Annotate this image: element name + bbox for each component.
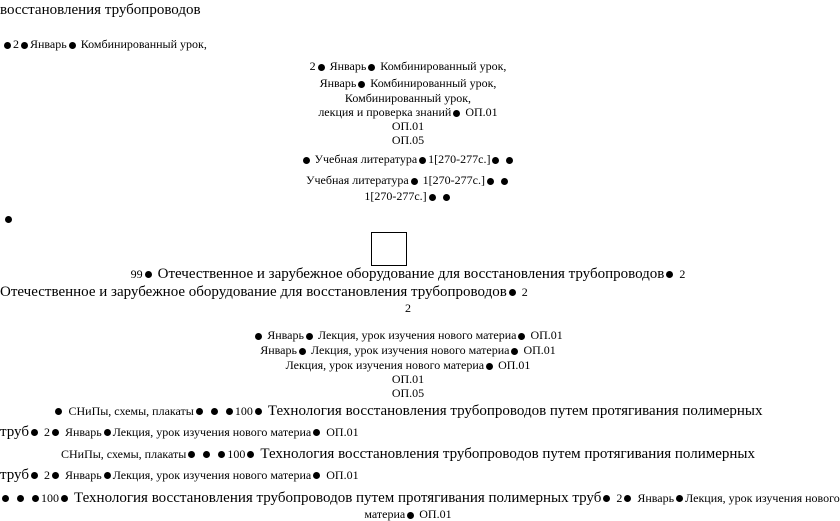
row-number: 100: [227, 447, 246, 461]
course-code: ОП.01: [326, 468, 359, 482]
bullet-icon: [624, 495, 631, 502]
bullet-icon: [55, 408, 62, 415]
lesson-type: Лекция, урок изучения нового материа: [317, 328, 517, 342]
bullet-icon: [31, 429, 38, 436]
row-99-c: 2: [405, 301, 411, 315]
bullet-icon: [104, 429, 111, 436]
hours: 2: [43, 468, 50, 482]
course-code: ОП.01: [530, 328, 563, 342]
bullet-icon: [411, 178, 418, 185]
center-line-4: [0, 106, 816, 118]
row-number: 100: [41, 491, 59, 505]
bullet-icon: [429, 194, 436, 201]
bullet-icon: [299, 348, 306, 355]
bullet-icon: [509, 289, 516, 296]
bullet-icon: [4, 42, 11, 49]
center-line-7: [0, 153, 816, 165]
lesson-type: Лекция, урок изучения нового материа: [112, 468, 312, 482]
materials: СНиПы, схемы, плакаты: [60, 447, 187, 461]
bullet-icon: [358, 81, 365, 88]
bullet-icon: [313, 429, 320, 436]
bullet-icon: [511, 348, 518, 355]
row-100-b-cont: [0, 467, 359, 483]
row-100-c: [0, 490, 840, 506]
center-line-2: [0, 77, 816, 89]
course-code: ОП.01: [498, 358, 531, 372]
lone-bullet: [3, 211, 14, 227]
bullet-icon: [313, 472, 320, 479]
course-code: ОП.01: [465, 105, 498, 119]
hours: 2: [679, 267, 686, 281]
hours: 2: [13, 37, 19, 51]
month: Январь: [64, 468, 102, 482]
bullet-icon: [104, 472, 111, 479]
lesson-type: лекция и проверка знаний: [318, 105, 452, 119]
bullet-icon: [486, 363, 493, 370]
hours: 2: [521, 285, 528, 299]
center-line-8: [0, 174, 816, 186]
month: Январь: [64, 425, 102, 439]
lesson-type: Лекция, урок изучения нового материа: [285, 358, 485, 372]
topic-title: Отечественное и зарубежное оборудование для восстановления трубопроводов: [0, 284, 507, 300]
row-99-b: [0, 284, 528, 300]
bullet-icon: [31, 472, 38, 479]
row-99: [0, 266, 816, 282]
bullet-icon: [21, 42, 28, 49]
row-number: 100: [234, 404, 253, 418]
bullet-icon: [5, 216, 12, 223]
bullet-icon: [211, 408, 218, 415]
month: Январь: [260, 343, 297, 357]
bullet-icon: [196, 408, 203, 415]
bullet-icon: [188, 451, 195, 458]
bullet-icon: [61, 495, 68, 502]
center-line-d2: [0, 344, 816, 356]
month: Январь: [637, 491, 675, 505]
bullet-icon: [203, 451, 210, 458]
bullet-icon: [145, 271, 152, 278]
topic-title: Отечественное и зарубежное оборудование для восстановления трубопроводов: [157, 266, 665, 282]
header-line: восстановления трубопроводов: [0, 2, 201, 18]
materials: СНиПы, схемы, плакаты: [68, 404, 194, 418]
reference: 1[270-277с.]: [428, 152, 491, 166]
bullet-icon: [368, 64, 375, 71]
lesson-type: Лекция, урок изучения нового материа: [112, 425, 312, 439]
bullet-icon: [52, 472, 59, 479]
literature: Учебная литература: [314, 152, 418, 166]
bullet-icon: [318, 64, 325, 71]
row-100-b: [0, 446, 816, 462]
bullet-icon: [506, 157, 513, 164]
hours: 2: [616, 491, 623, 505]
center-line-5: ОП.01: [391, 119, 425, 133]
bullet-icon: [2, 495, 9, 502]
lesson-type: Лекция, урок изучения нового материа: [310, 343, 510, 357]
bullet-icon: [52, 429, 59, 436]
course-code: ОП.01: [419, 507, 452, 521]
row-100-cont: [0, 424, 359, 440]
bullet-icon: [303, 157, 310, 164]
center-line-d1: [0, 329, 816, 341]
bullet-icon: [419, 157, 426, 164]
bullet-icon: [443, 194, 450, 201]
center-line-6: ОП.05: [391, 133, 425, 147]
empty-box: [371, 232, 407, 266]
bullet-icon: [17, 495, 24, 502]
month: Январь: [267, 328, 304, 342]
bullet-icon: [255, 408, 262, 415]
center-line-1: [0, 60, 816, 72]
reference: 1[270-277с.]: [422, 173, 485, 187]
course-code: ОП.01: [326, 425, 359, 439]
course-code: ОП.01: [523, 343, 556, 357]
bullet-icon: [603, 495, 610, 502]
hours: 2: [43, 425, 50, 439]
topic-title: Технология восстановления трубопроводов путем протягивания полимерных: [260, 446, 756, 462]
center-line-3: Комбинированный урок,: [344, 91, 472, 105]
reference: 1[270-277с.]: [364, 189, 427, 203]
bullet-icon: [676, 495, 683, 502]
row-100: [0, 403, 816, 419]
bullet-icon: [69, 42, 76, 49]
lesson-type: материа: [364, 507, 406, 521]
bullet-icon: [501, 178, 508, 185]
center-line-d3: [0, 359, 816, 371]
month: Январь: [319, 76, 357, 90]
center-line-d4: ОП.01: [391, 372, 425, 386]
bullet-icon: [453, 110, 460, 117]
lesson-type: Комбинированный урок,: [370, 76, 497, 90]
bullet-icon: [218, 451, 225, 458]
center-line-9: [0, 190, 816, 202]
topic-title: труб: [0, 424, 29, 440]
bullet-icon: [306, 333, 313, 340]
row-100-c-cont: [0, 508, 816, 520]
topic-title: труб: [0, 467, 29, 483]
bullet-icon: [487, 178, 494, 185]
row-line-1: [2, 38, 207, 50]
bullet-icon: [226, 408, 233, 415]
bullet-icon: [518, 333, 525, 340]
center-line-d5: ОП.05: [391, 386, 425, 400]
bullet-icon: [492, 157, 499, 164]
month: Январь: [30, 37, 67, 51]
bullet-icon: [32, 495, 39, 502]
bullet-icon: [666, 271, 673, 278]
bullet-icon: [407, 512, 414, 519]
lesson-type: Комбинированный урок,: [80, 37, 207, 51]
topic-title: Технология восстановления трубопроводов путем протягивания полимерных труб: [74, 490, 602, 506]
row-number: 99: [130, 267, 143, 281]
month: Январь: [329, 59, 367, 73]
hours: 2: [309, 59, 316, 73]
bullet-icon: [255, 333, 262, 340]
topic-title: Технология восстановления трубопроводов путем протягивания полимерных: [267, 403, 763, 419]
bullet-icon: [247, 451, 254, 458]
lesson-type: Лекция, урок изучения нового: [685, 491, 840, 505]
literature: Учебная литература: [306, 173, 409, 187]
lesson-type: Комбинированный урок,: [380, 59, 507, 73]
